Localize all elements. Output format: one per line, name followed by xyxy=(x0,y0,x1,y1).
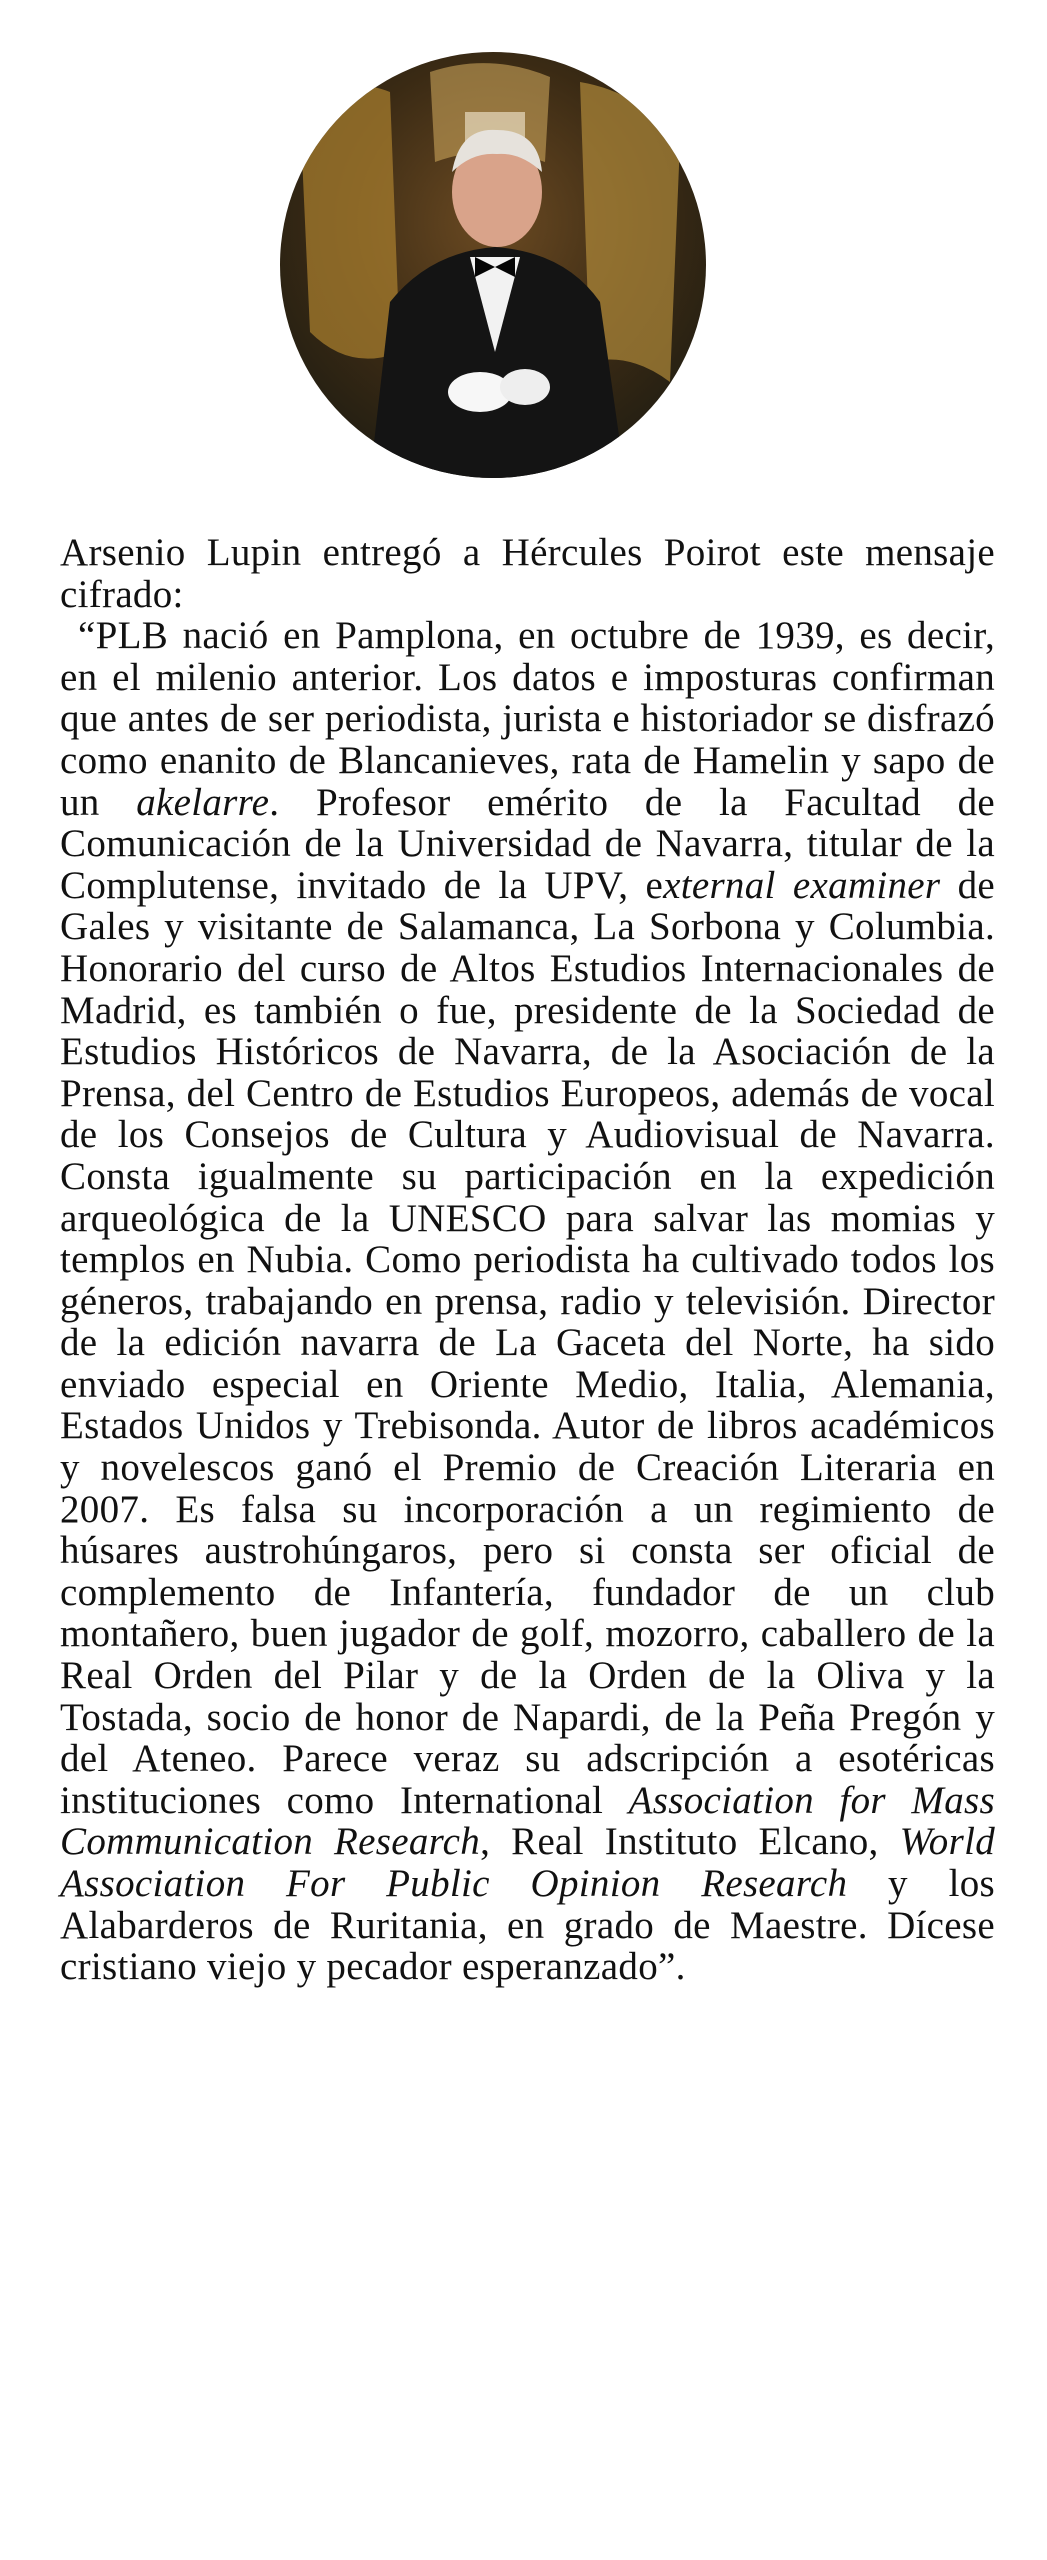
biography-text xyxy=(60,532,995,1988)
bio-text-1: “PLB nació en Pamplona, en octubre de 1939, es decir, en el milenio anterior. Los datos e imposturas confirman que antes de ser periodista, jurista e historiador se disfrazó como enanito de Blancanieves, rata de Hamelin y sapo de un xyxy=(60,614,995,824)
bio-text-4: , Real Instituto Elcano, xyxy=(480,1820,900,1864)
bio-text-3: de Gales y visitante de Salamanca, La Sorbona y Columbia. Honorario del curso de Altos Estudios Internacionales de Madrid, es también o fue, presidente de la Sociedad de Estudios Históricos de Navarra, de la Asociación de la Prensa, del Centro de Estudios Europeos, además de vocal de los Consejos de Cultura y Audiovisual de Navarra. Consta igualmente su participación en la expedición arqueológica de la UNESCO para salvar las momias y templos en Nubia. Como periodista ha cultivado todos los géneros, trabajando en prensa, radio y televisión. Director de la edición navarra de La Gaceta del Norte, ha sido enviado especial en Oriente Medio, Italia, Alemania, Estados Unidos y Trebisonda. Autor de libros académicos y novelescos ganó el Premio de Creación Literaria en 2007. Es falsa su incorporación a un regimiento de húsares austrohúngaros, pero si consta ser oficial de complemento de Infantería, fundador de un club montañero, buen jugador de golf, mozorro, caballero de la Real Orden del Pilar y de la Orden de la Oliva y la Tostada, socio de honor de Napardi, de la Peña Pregón y del Ateneo. Parece veraz su adscripción a esotéricas instituciones como International xyxy=(60,863,995,1822)
bio-italic-world-association: World Association For Public Opinion Research xyxy=(60,1820,995,1905)
bio-paragraph xyxy=(60,615,995,1988)
bio-italic-external-examiner: xternal examiner xyxy=(663,863,941,907)
bio-italic-akelarre: akelarre xyxy=(136,780,270,824)
bio-italic-association: Association for Mass Communication Research xyxy=(60,1778,995,1864)
intro-paragraph: Arsenio Lupin entregó a Hércules Poirot este mensaje cifrado: xyxy=(60,531,995,616)
bio-text-2: . Profesor emérito de la Facultad de Comunicación de la Universidad de Navarra, titular de la Complutense, invitado de la UPV, e xyxy=(60,780,996,907)
man-in-tuxedo-portrait-icon xyxy=(280,52,706,478)
bio-text-5: y los Alabarderos de Ruritania, en grado de Maestre. Dícese cristiano viejo y pecador esperanzado”. xyxy=(60,1862,995,1989)
author-portrait xyxy=(280,52,706,478)
